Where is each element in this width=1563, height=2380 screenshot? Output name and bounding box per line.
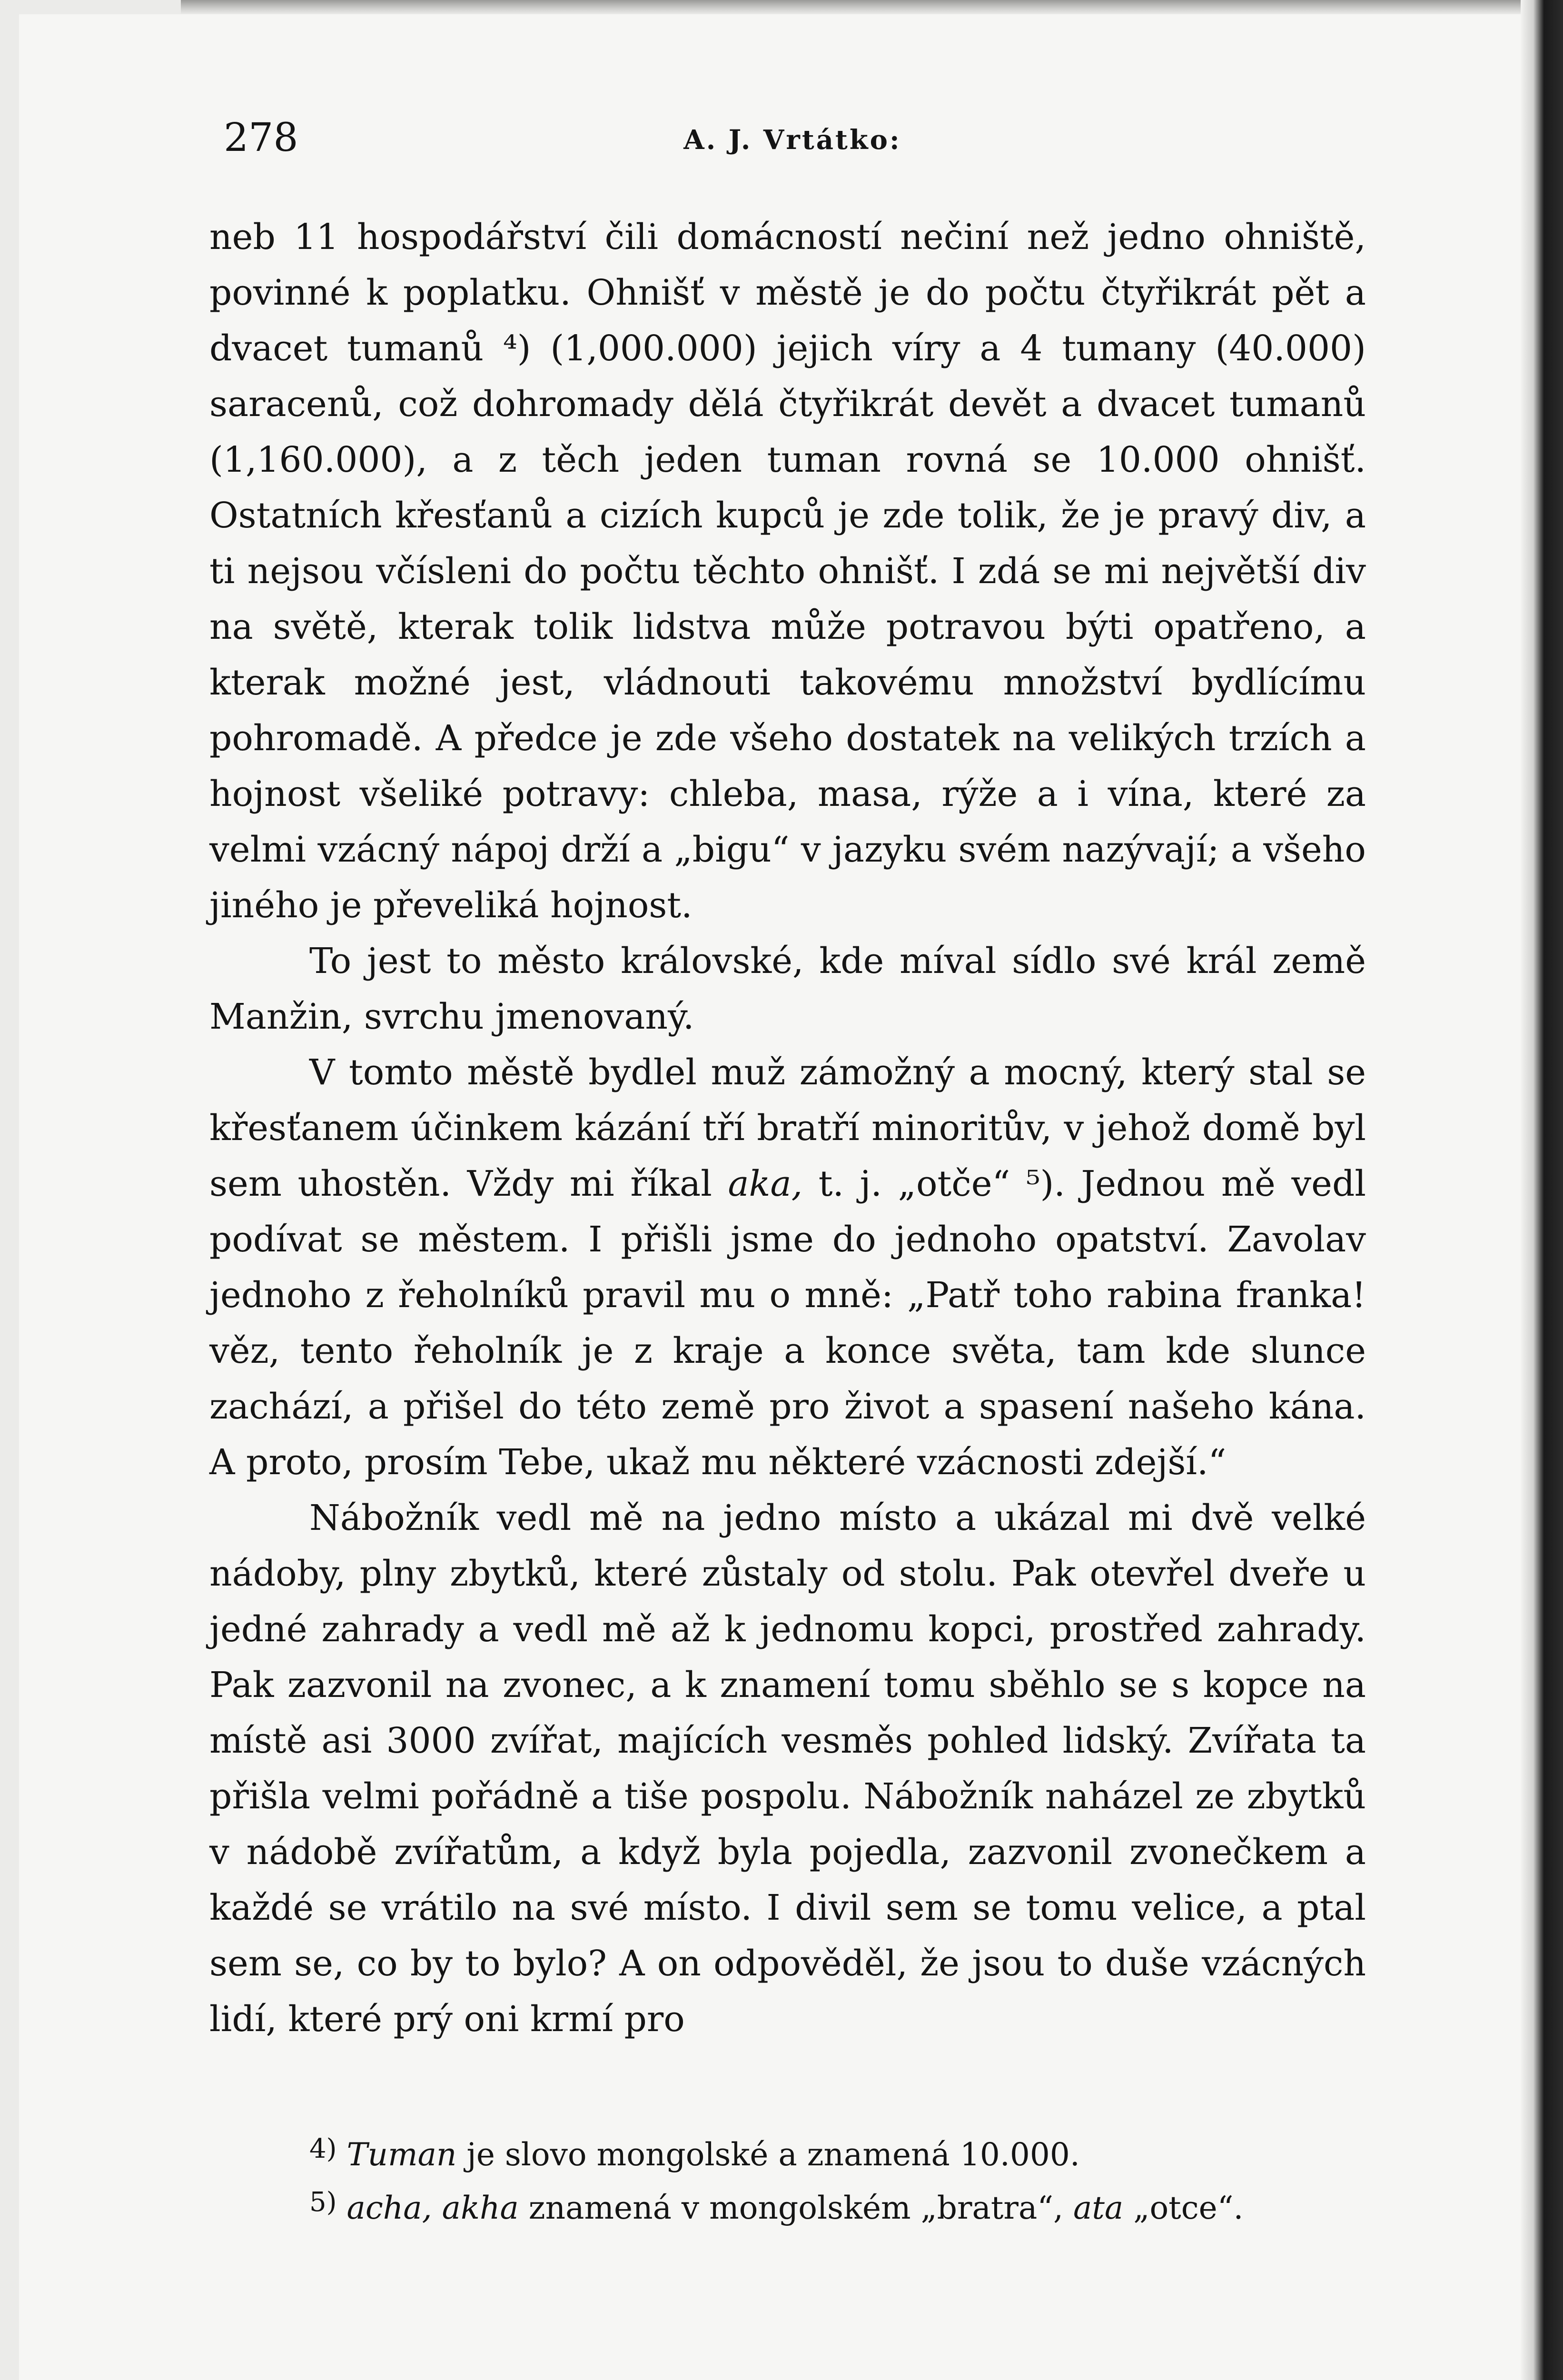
page-number: 278 <box>224 115 298 160</box>
footnote-4-italic: Tuman <box>346 2136 457 2173</box>
paragraph-3-italic-term: aka, <box>728 1163 803 1204</box>
running-head: A. J. Vrtátko: <box>683 124 901 156</box>
footnote-5 <box>209 2179 1366 2232</box>
footnote-4-text: je slovo mongolské a znamená 10.000. <box>456 2136 1080 2173</box>
footnote-5-italic-c: ata <box>1073 2190 1124 2226</box>
footnote-5-text-a <box>432 2190 442 2226</box>
footnote-4-marker: 4) <box>309 2133 337 2164</box>
footnote-4 <box>209 2125 1366 2179</box>
page-header <box>224 112 1361 169</box>
scan-right-edge <box>1521 0 1563 2380</box>
paragraph-4: Nábožník vedl mě na jedno místo a ukázal mi dvě velké nádoby, plny zbytků, které zůstaly od stolu. Pak otevřel dveře u jedné zahrady a vedl mě až k jednomu kopci, prostřed zahrady. Pak zazvonil na zvonec, a k znamení tomu sběhlo se s kopce na místě asi 3000 zvířat, majících vesměs pohled lidský. Zvířata ta přišla velmi pořádně a tiše pospolu. Nábožník naházel ze zbytků v nádobě zvířatům, a když byla pojedla, zazvonil zvonečkem a každé se vrátilo na své místo. I divil sem se tomu velice, a ptal sem se, co by to bylo? A on odpověděl, že jsou to duše vzácných lidí, které prý oni krmí pro <box>209 1497 1366 2040</box>
paragraph-1: neb 11 hospodářství čili domácností nečiní než jedno ohniště, povinné k poplatku. Ohnišť v městě je do počtu čtyřikrát pět a dvacet tumanů ⁴) (1,000.000) jejich víry a 4 tumany (40.000) saracenů, což dohromady dělá čtyřikrát devět a dvacet tumanů (1,160.000), a z těch jeden tuman rovná se 10.000 ohnišť. Ostatních křesťanů a cizích kupců je zde tolik, že je pravý div, a ti nejsou včísleni do počtu těchto ohnišť. I zdá se mi největší div na světě, kterak tolik lidstva může potravou býti opatřeno, a kterak možné jest, vládnouti takovému množství bydlícímu pohromadě. A předce je zde všeho dostatek na velikých trzích a hojnost všeliké potravy: chleba, masa, rýže a i vína, které za velmi vzácný nápoj drží a „bigu“ v jazyku svém nazývají; a všeho jiného je převeliká hojnost. <box>209 217 1366 926</box>
footnote-5-marker: 5) <box>309 2187 337 2218</box>
footnote-5-text-b: znamená v mongolském „bratra“, <box>518 2190 1074 2226</box>
footnote-5-text-c: „otce“. <box>1123 2190 1244 2226</box>
footnotes <box>209 2125 1366 2232</box>
page-body <box>209 209 1366 2047</box>
scan-top-edge <box>181 0 1561 14</box>
footnote-5-italic-a: acha, <box>346 2190 432 2226</box>
paragraph-3-text-a: V tomto městě bydlel muž zámožný a mocný, který stal se křesťanem účinkem kázání tří bratří minoritův, v jehož domě byl sem uhostěn. Vždy mi říkal <box>209 1052 1366 1204</box>
paragraph-2: To jest to město královské, kde míval sídlo své král země Manžin, svrchu jmenovaný. <box>209 941 1366 1037</box>
paragraph-3 <box>209 1045 1366 1490</box>
footnote-5-italic-b: akha <box>442 2190 519 2226</box>
paragraph-3-text-b: t. j. „otče“ ⁵). Jednou mě vedl podívat se městem. I přišli jsme do jednoho opatství. Zavolav jednoho z řeholníků pravil mu o mně: „Patř toho rabina franka! věz, tento řeholník je z kraje a konce světa, tam kde slunce zachází, a přišel do této země pro život a spasení našeho kána. A proto, prosím Tebe, ukaž mu některé vzácnosti zdejší.“ <box>209 1163 1366 1483</box>
